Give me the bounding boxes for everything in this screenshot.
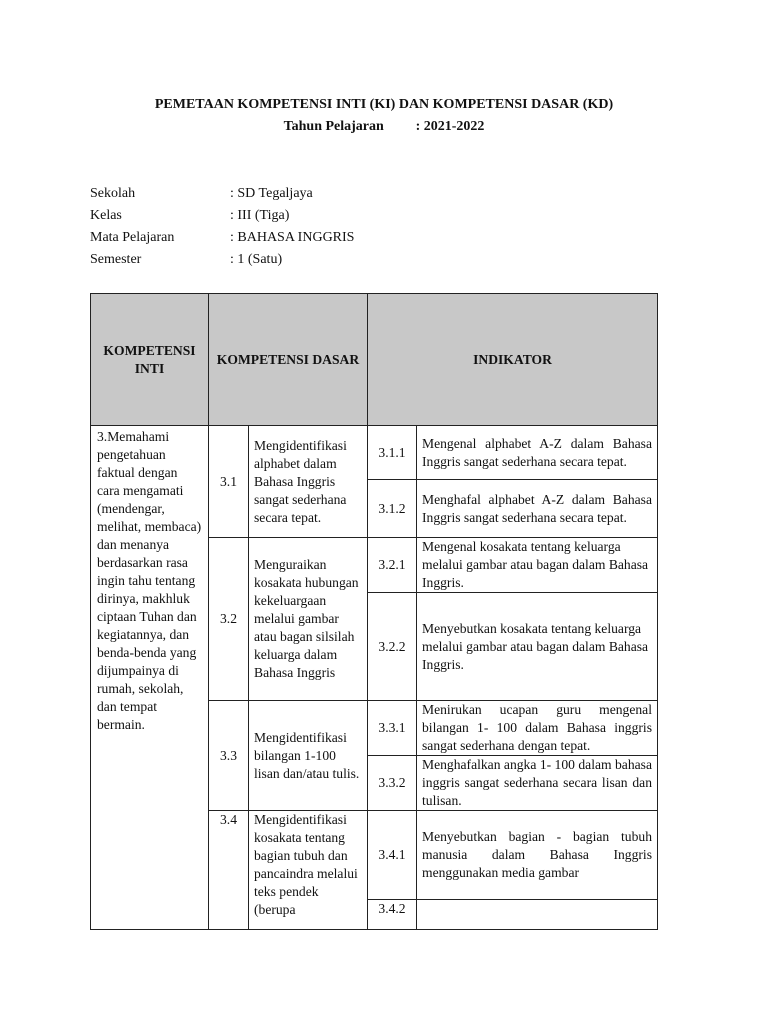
info-label: Semester (90, 252, 142, 267)
info-label: Sekolah (90, 186, 136, 201)
info-row-semester (90, 249, 354, 271)
kd-number: 3.1 (209, 426, 249, 538)
kd-number: 3.4 (209, 811, 249, 930)
kd-text: Mengidentifikasi bilangan 1-100 lisan dan/atau tulis. (249, 701, 368, 811)
header-ki: KOMPETENSI INTI (91, 294, 209, 426)
document-title: PEMETAAN KOMPETENSI INTI (KI) DAN KOMPETENSI DASAR (KD) (154, 97, 614, 112)
info-label: Kelas (90, 208, 122, 223)
info-row-subject (90, 227, 354, 249)
indicator-number: 3.1.2 (368, 480, 417, 538)
kd-text: Mengidentifikasi alphabet dalam Bahasa Inggris sangat sederhana secara tepat. (249, 426, 368, 538)
header-indikator: INDIKATOR (368, 294, 658, 426)
indicator-number: 3.2.1 (368, 538, 417, 593)
indicator-text: Menghafal alphabet A-Z dalam Bahasa Inggris sangat sederhana secara tepat. (417, 480, 658, 538)
indicator-text: Menghafalkan angka 1- 100 dalam bahasa inggris sangat sederhana secara lisan dan tulisan. (417, 756, 658, 811)
header-kd: KOMPETENSI DASAR (209, 294, 368, 426)
info-value: : III (Tiga) (230, 208, 290, 223)
table-row (91, 426, 658, 480)
indicator-text: Menyebutkan kosakata tentang keluarga melalui gambar atau bagan dalam Bahasa Inggris. (417, 593, 658, 701)
indicator-text: Mengenal alphabet A-Z dalam Bahasa Inggris sangat sederhana secara tepat. (417, 426, 658, 480)
indicator-number: 3.3.1 (368, 701, 417, 756)
indicator-text: Mengenal kosakata tentang keluarga melalui gambar atau bagan dalam Bahasa Inggris. (417, 538, 658, 593)
indicator-number: 3.1.1 (368, 426, 417, 480)
info-value: : SD Tegaljaya (230, 186, 313, 201)
indicator-number: 3.4.1 (368, 811, 417, 900)
indicator-text: Menyebutkan bagian - bagian tubuh manusia dalam Bahasa Inggris menggunakan media gambar (417, 811, 658, 900)
competency-mapping-table (90, 293, 658, 930)
ki-cell: 3.Memahami pengetahuan faktual dengan cara mengamati (mendengar, melihat, membaca) dan menanya berdasarkan rasa ingin tahu tentang dirinya, makhluk ciptaan Tuhan dan kegiatannya, dan benda-benda yang dijumpainya di rumah, sekolah, dan tempat bermain. (91, 426, 209, 930)
kd-text: Menguraikan kosakata hubungan kekeluargaan melalui gambar atau bagan silsilah keluarga dalam Bahasa Inggris (249, 538, 368, 701)
table-header-row (91, 294, 658, 426)
academic-year (0, 119, 768, 135)
academic-year-value: : 2021-2022 (415, 119, 485, 134)
indicator-text: Menirukan ucapan guru mengenal bilangan 1- 100 dalam Bahasa inggris sangat sederhana dengan tepat. (417, 701, 658, 756)
info-row-school (90, 183, 354, 205)
kd-number: 3.3 (209, 701, 249, 811)
kd-number: 3.2 (209, 538, 249, 701)
info-label: Mata Pelajaran (90, 230, 175, 245)
academic-year-label: Tahun Pelajaran (283, 119, 384, 134)
identity-block (90, 183, 354, 271)
indicator-number: 3.2.2 (368, 593, 417, 701)
info-value: : BAHASA INGGRIS (230, 230, 355, 245)
info-row-class (90, 205, 354, 227)
kd-text: Mengidentifikasi kosakata tentang bagian tubuh dan pancaindra melalui teks pendek (berupa (249, 811, 368, 930)
info-value: : 1 (Satu) (230, 252, 283, 267)
indicator-number: 3.4.2 (368, 900, 417, 930)
indicator-number: 3.3.2 (368, 756, 417, 811)
indicator-text (417, 900, 658, 930)
